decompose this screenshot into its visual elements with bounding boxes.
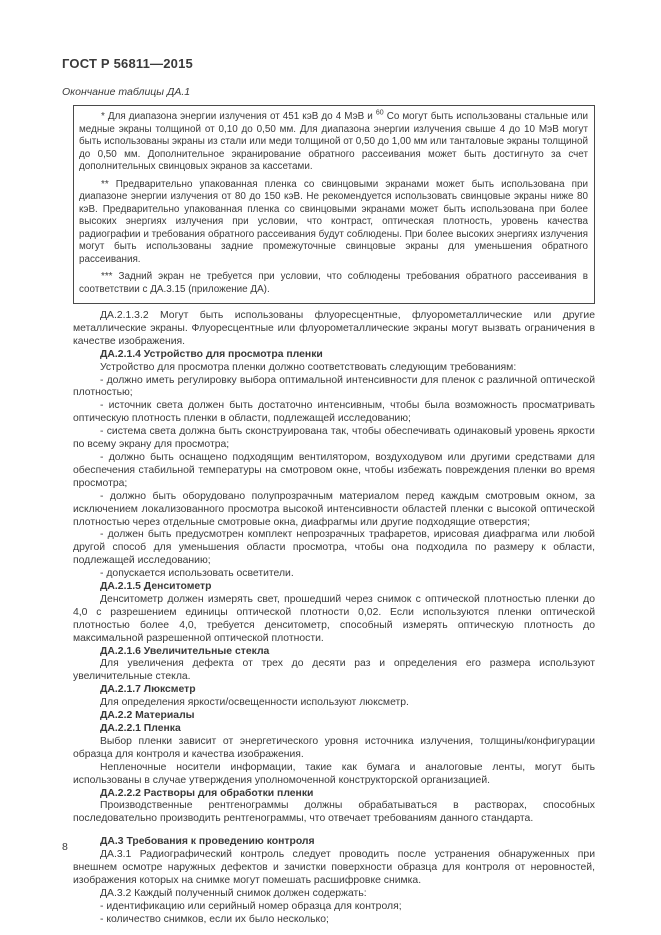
body-paragraph: - должен быть предусмотрен комплект непрозрачных трафаретов, ирисовая диафрагма или любой другой способ для уменьшения области просмотра, чтобы она подходила по размеру к области, подлежащей исследованию; bbox=[73, 529, 595, 567]
body-paragraph: - должно иметь регулировку выбора оптимальной интенсивности для пленок с различной оптической плотностью; bbox=[73, 374, 595, 399]
body-paragraph: - идентификацию или серийный номер образца для контроля; bbox=[100, 900, 402, 912]
table-note-2: ** Предварительно упакованная пленка со свинцовыми экранами может быть использована при диапазоне энергии излучения от 80 до 150 кэВ. Не рекомендуется использовать свинцовые экраны ниже 80 кэВ. Предварительно упакованная пленка со свинцовыми экранами может быть использована при более высоких энергиях излучения при условии, что контраст, оптическая плотность, уровень качества радиографии и требования обратного рассеивания будут соблюдены. При более высоких энергиях излучения могут быть использованы задние промежуточные свинцовые экраны для уменьшения обратного рассеивания. bbox=[79, 178, 588, 265]
body-paragraph: ДА.3.2 Каждый полученный снимок должен содержать: bbox=[100, 887, 367, 899]
body-paragraph: Производственные рентгенограммы должны обрабатываться в растворах, способных последовательно производить рентгенограммы, что отвечает требованиям данного стандарта. bbox=[73, 800, 595, 825]
section-heading: ДА.2.1.6 Увеличительные стекла bbox=[100, 645, 270, 657]
body-paragraph: - источник света должен быть достаточно интенсивным, чтобы была возможность просматривать оптическую плотность пленки в области, подлежащей исследованию; bbox=[73, 400, 595, 425]
table-notes-box bbox=[73, 105, 595, 304]
body-paragraph: ДА.2.1.3.2 Могут быть использованы флуоресцентные, флуорометаллические или другие металлические экраны. Флуоресцентные или флуорометаллические экраны могут вызвать ограничения в качестве изображения. bbox=[73, 310, 595, 347]
section-heading: ДА.2.2 Материалы bbox=[100, 710, 195, 722]
section-heading: ДА.3 Требования к проведению контроля bbox=[100, 836, 315, 848]
body-paragraph: - система света должна быть сконструирована так, чтобы обеспечивать одинаковый уровень яркости по всему экрану для просмотра; bbox=[73, 426, 595, 451]
standard-number-header: ГОСТ Р 56811—2015 bbox=[62, 56, 193, 71]
body-paragraph: Устройство для просмотра пленки должно соответствовать следующим требованиям: bbox=[100, 361, 517, 373]
body-paragraph: - должно быть оборудовано полупрозрачным материалом перед каждым смотровым окном, за исключением локализованного просмотра высокой интенсивности областей пленки с высокой оптической плотностью через отдельные смотровые окна, диафрагмы или другие подходящие отверстия; bbox=[73, 490, 595, 528]
section-heading: ДА.2.1.4 Устройство для просмотра пленки bbox=[100, 348, 323, 360]
body-paragraph: - количество снимков, если их было несколько; bbox=[100, 913, 329, 925]
section-heading: ДА.2.2.1 Пленка bbox=[100, 723, 181, 734]
table-continuation-caption: Окончание таблицы ДА.1 bbox=[62, 86, 191, 98]
section-heading: ДА.2.1.7 Люксметр bbox=[100, 684, 196, 696]
table-note-3: *** Задний экран не требуется при условии, что соблюдены требования обратного рассеивания в соответствии с ДА.3.15 (приложение ДА). bbox=[79, 271, 588, 295]
document-body bbox=[73, 310, 595, 927]
body-paragraph: Для увеличения дефекта от трех до десяти раз и определения его размера используют увеличительные стекла. bbox=[73, 658, 595, 683]
section-heading: ДА.2.2.2 Растворы для обработки пленки bbox=[100, 787, 314, 799]
body-paragraph: Выбор пленки зависит от энергетического уровня источника излучения, толщины/конфигурации образца для контроля и качества изображения. bbox=[73, 735, 595, 760]
isotope-superscript: 60 bbox=[375, 109, 384, 117]
body-paragraph: Для определения яркости/освещенности используют люксметр. bbox=[100, 697, 409, 709]
page-number: 8 bbox=[62, 841, 68, 853]
body-paragraph: Непленочные носители информации, такие как бумага и аналоговые ленты, могут быть использованы в случае утверждения уполномоченной конструкторской организацией. bbox=[73, 761, 595, 786]
body-paragraph: ДА.3.1 Радиографический контроль следует проводить после устранения обнаруженных при внешнем осмотре наружных дефектов и зачистки поверхности образца для контроля от неровностей, изображения которых на снимке могут помешать расшифровке снимка. bbox=[73, 849, 595, 886]
table-note-1-text: * Для диапазона энергии излучения от 451 кэВ до 4 МэВ и bbox=[101, 111, 376, 122]
page-content bbox=[73, 105, 595, 927]
body-paragraph: - допускается использовать осветители. bbox=[100, 568, 294, 580]
body-paragraph: - должно быть оснащено подходящим вентилятором, воздуходувом или другими средствами для обеспечения стабильной температуры на смотровом окне, чтобы избежать повреждения пленки во время просмотра; bbox=[73, 451, 595, 489]
section-heading: ДА.2.1.5 Денситометр bbox=[100, 581, 212, 593]
table-note-1 bbox=[79, 111, 588, 174]
body-paragraph: Денситометр должен измерять свет, прошедший через снимок с оптической плотностью пленки до 4,0 с разрешением единицы оптической плотности 0,02. Если используются пленки оптической плотностью более 4,0, требуется денситометр, способный измерять оптическую плотность до максимальной разрешенной оптической плотности. bbox=[73, 593, 595, 644]
table-note-1-continuation: Co могут быть использованы стальные или медные экраны толщиной от 0,10 до 0,50 мм. Для диапазона энергии излучения свыше 4 до 10 МэВ могут быть использованы экраны из стали или меди толщиной от 0,50 до 1,00 мм или танталовые экраны толщиной до 0,50 мм. Дополнительное экранирование обратного рассеивания может быть достигнуто за счет дополнительных свинцовых экранов за кассетами. bbox=[79, 111, 588, 172]
